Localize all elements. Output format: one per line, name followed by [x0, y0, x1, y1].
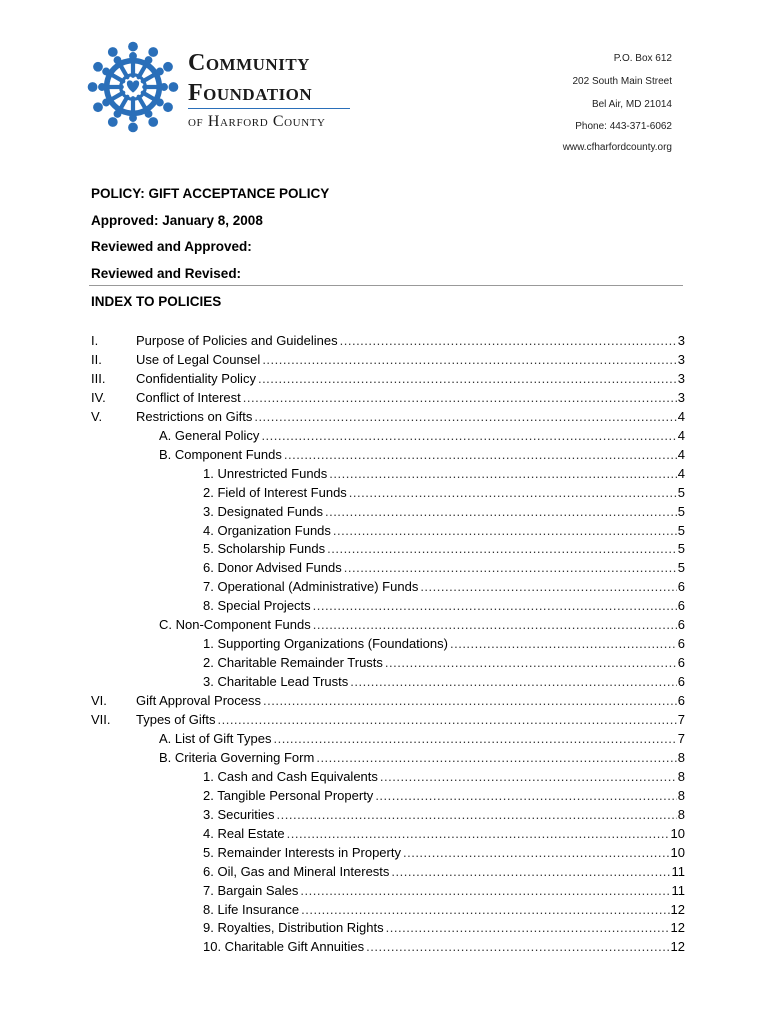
toc-label: 3. Securities [203, 806, 275, 822]
toc-entry-line [203, 577, 685, 596]
toc-leader-dots [261, 426, 676, 445]
toc-entry-line [203, 881, 685, 900]
toc-label: 9. Royalties, Distribution Rights [203, 920, 384, 936]
toc-page-number: 6 [677, 636, 685, 652]
toc-entry[interactable] [0, 521, 770, 540]
toc-entry-line [136, 691, 685, 710]
reviewed-approved: Reviewed and Approved: [91, 239, 252, 254]
toc-entry[interactable] [0, 577, 770, 596]
toc-leader-dots [380, 767, 677, 786]
toc-leader-dots [349, 483, 677, 502]
toc-numeral: III. [91, 370, 106, 386]
toc-entry-line [203, 805, 685, 824]
toc-leader-dots [263, 691, 677, 710]
toc-numeral: IV. [91, 389, 106, 405]
toc-entry[interactable] [0, 805, 770, 824]
toc-entry-line [159, 445, 685, 464]
toc-label: 3. Designated Funds [203, 503, 323, 519]
toc-label: 7. Operational (Administrative) Funds [203, 579, 419, 595]
toc-entry[interactable] [0, 767, 770, 786]
toc-entry-line [203, 483, 685, 502]
org-name-line1: Community [188, 50, 310, 76]
org-divider [188, 108, 350, 109]
toc-numeral: V. [91, 408, 103, 424]
toc-entry-line [159, 615, 685, 634]
toc-page-number: 5 [677, 541, 685, 557]
toc-leader-dots [403, 843, 670, 862]
toc-entry[interactable] [0, 900, 770, 919]
toc-page-number: 8 [677, 787, 685, 803]
toc-leader-dots [262, 350, 676, 369]
toc-entry-line [159, 426, 685, 445]
toc-page-number: 8 [677, 749, 685, 765]
address-pobox: P.O. Box 612 [613, 53, 672, 64]
toc-label: 5. Scholarship Funds [203, 541, 326, 557]
toc-entry[interactable] [0, 331, 770, 350]
toc-label: 7. Bargain Sales [203, 882, 299, 898]
toc-entry-line [159, 729, 685, 748]
toc-page-number: 6 [677, 617, 685, 633]
toc-entry[interactable] [0, 502, 770, 521]
org-name-line3: of Harford County [188, 113, 326, 130]
toc-page-number: 3 [677, 389, 685, 405]
toc-page-number: 5 [677, 503, 685, 519]
toc-leader-dots [340, 331, 677, 350]
toc-page-number: 6 [677, 579, 685, 595]
toc-entry[interactable] [0, 539, 770, 558]
toc-leader-dots [385, 653, 677, 672]
toc-page-number: 6 [677, 674, 685, 690]
toc-label: 8. Life Insurance [203, 901, 300, 917]
toc-entry[interactable] [0, 672, 770, 691]
toc-entry[interactable] [0, 615, 770, 634]
toc-label: B. Component Funds [159, 446, 282, 462]
toc-entry-line [203, 767, 685, 786]
toc-entry[interactable] [0, 483, 770, 502]
toc-page-number: 10 [670, 844, 685, 860]
toc-numeral: VI. [91, 693, 107, 709]
toc-label: Use of Legal Counsel [136, 351, 261, 367]
toc-label: A. General Policy [159, 427, 260, 443]
address-phone: Phone: 443-371-6062 [575, 121, 672, 132]
toc-entry[interactable] [0, 653, 770, 672]
toc-numeral: II. [91, 351, 102, 367]
toc-page-number: 5 [677, 484, 685, 500]
toc-leader-dots [287, 824, 670, 843]
toc-page-number: 4 [677, 465, 685, 481]
approved-date: Approved: January 8, 2008 [91, 213, 263, 228]
reviewed-revised: Reviewed and Revised: [91, 266, 242, 281]
toc-entry-line [136, 710, 685, 729]
toc-page-number: 3 [677, 370, 685, 386]
toc-label: 2. Field of Interest Funds [203, 484, 347, 500]
toc-leader-dots [313, 596, 677, 615]
toc-entry-line [203, 862, 685, 881]
toc-entry[interactable] [0, 369, 770, 388]
toc-entry-line [203, 539, 685, 558]
toc-page-number: 8 [677, 806, 685, 822]
toc-label: 1. Unrestricted Funds [203, 465, 328, 481]
toc-entry-line [203, 843, 685, 862]
toc-entry-line [203, 937, 685, 956]
toc-label: C. Non-Component Funds [159, 617, 311, 633]
toc-entry-line [136, 369, 685, 388]
toc-leader-dots [327, 539, 677, 558]
toc-page-number: 5 [677, 560, 685, 576]
toc-label: Restrictions on Gifts [136, 408, 253, 424]
toc-entry[interactable] [0, 691, 770, 710]
toc-label: 6. Oil, Gas and Mineral Interests [203, 863, 390, 879]
toc-entry[interactable] [0, 407, 770, 426]
toc-entry-line [203, 634, 685, 653]
toc-entry-line [159, 748, 685, 767]
address-street: 202 South Main Street [572, 76, 672, 87]
toc-entry[interactable] [0, 881, 770, 900]
toc-entry[interactable] [0, 350, 770, 369]
toc-leader-dots [344, 558, 677, 577]
index-heading: INDEX TO POLICIES [91, 294, 222, 309]
toc-leader-dots [366, 937, 669, 956]
toc-numeral: VII. [91, 712, 111, 727]
toc-entry[interactable] [0, 634, 770, 653]
toc-label: B. Criteria Governing Form [159, 749, 315, 765]
toc-leader-dots [217, 710, 676, 729]
toc-label: A. List of Gift Types [159, 730, 272, 746]
toc-entry-line [203, 558, 685, 577]
toc-leader-dots [325, 502, 677, 521]
toc-leader-dots [350, 672, 677, 691]
toc-entry[interactable] [0, 710, 770, 729]
toc-page-number: 4 [677, 427, 685, 443]
org-name-line2: Foundation [188, 80, 313, 106]
toc-page-number: 4 [677, 446, 685, 462]
toc-leader-dots [329, 464, 676, 483]
toc-leader-dots [273, 729, 676, 748]
toc-entry-line [136, 407, 685, 426]
toc-label: 4. Real Estate [203, 825, 285, 841]
toc-entry[interactable] [0, 388, 770, 407]
toc-page-number: 4 [677, 408, 685, 424]
address-website[interactable]: www.cfharfordcounty.org [562, 142, 672, 153]
policy-title: POLICY: GIFT ACCEPTANCE POLICY [91, 186, 330, 201]
toc-page-number: 6 [677, 693, 685, 709]
toc-leader-dots [313, 615, 677, 634]
toc-entry-line [203, 918, 685, 937]
toc-entry[interactable] [0, 596, 770, 615]
toc-page-number: 12 [670, 901, 685, 917]
toc-entry[interactable] [0, 445, 770, 464]
toc-entry-line [203, 596, 685, 615]
toc-entry[interactable] [0, 558, 770, 577]
toc-entry[interactable] [0, 918, 770, 937]
toc-page-number: 5 [677, 522, 685, 538]
toc-entry[interactable] [0, 426, 770, 445]
toc-entry[interactable] [0, 729, 770, 748]
toc-leader-dots [243, 388, 677, 407]
toc-numeral: I. [91, 333, 99, 348]
toc-label: Confidentiality Policy [136, 370, 256, 386]
toc-leader-dots [300, 881, 670, 900]
toc-leader-dots [333, 521, 677, 540]
toc-leader-dots [375, 786, 676, 805]
toc-entry[interactable] [0, 748, 770, 767]
toc-entry-line [136, 350, 685, 369]
toc-label: 3. Charitable Lead Trusts [203, 674, 349, 690]
toc-page-number: 11 [671, 882, 685, 898]
toc-entry[interactable] [0, 824, 770, 843]
toc-entry-line [203, 653, 685, 672]
toc-entry-line [136, 331, 685, 350]
toc-entry-line [136, 388, 685, 407]
toc-entry-line [203, 824, 685, 843]
toc-page-number: 12 [670, 939, 685, 955]
toc-entry[interactable] [0, 786, 770, 805]
toc-leader-dots [386, 918, 670, 937]
toc-leader-dots [284, 445, 677, 464]
toc-label: 1. Supporting Organizations (Foundations) [203, 636, 448, 652]
toc-label: 6. Donor Advised Funds [203, 560, 342, 576]
toc-entry-line [203, 502, 685, 521]
toc-page-number: 6 [677, 598, 685, 614]
toc-leader-dots [277, 805, 677, 824]
toc-entry[interactable] [0, 937, 770, 956]
toc-entry[interactable] [0, 862, 770, 881]
toc-entry-line [203, 521, 685, 540]
toc-page-number: 11 [671, 863, 685, 879]
toc-label: 5. Remainder Interests in Property [203, 844, 401, 860]
toc-label: 4. Organization Funds [203, 522, 331, 538]
toc-page-number: 6 [677, 655, 685, 671]
toc-entry-line [203, 672, 685, 691]
toc-page-number: 7 [677, 730, 685, 746]
toc-label: 1. Cash and Cash Equivalents [203, 768, 378, 784]
toc-label: 2. Charitable Remainder Trusts [203, 655, 383, 671]
toc-page-number: 3 [677, 333, 685, 348]
toc-page-number: 7 [677, 712, 685, 727]
toc-label: Purpose of Policies and Guidelines [136, 333, 338, 348]
toc-entry[interactable] [0, 843, 770, 862]
toc-leader-dots [301, 900, 669, 919]
toc-leader-dots [420, 577, 676, 596]
toc-label: 8. Special Projects [203, 598, 311, 614]
toc-label: 10. Charitable Gift Annuities [203, 939, 365, 955]
toc-leader-dots [258, 369, 677, 388]
toc-leader-dots [254, 407, 676, 426]
toc-page-number: 12 [670, 920, 685, 936]
toc-leader-dots [316, 748, 676, 767]
toc-page-number: 3 [677, 351, 685, 367]
toc-label: 2. Tangible Personal Property [203, 787, 374, 803]
address-city: Bel Air, MD 21014 [591, 99, 672, 110]
toc-page-number: 10 [670, 825, 685, 841]
community-wheel-logo-icon [86, 40, 180, 134]
toc-label: Conflict of Interest [136, 389, 241, 405]
toc-leader-dots [450, 634, 677, 653]
toc-entry[interactable] [0, 464, 770, 483]
toc-entry-line [203, 786, 685, 805]
toc-leader-dots [391, 862, 670, 881]
toc-entry-line [203, 900, 685, 919]
toc-label: Types of Gifts [136, 712, 216, 727]
toc-entry-line [203, 464, 685, 483]
toc-page-number: 8 [677, 768, 685, 784]
heading-divider [89, 285, 683, 286]
toc-label: Gift Approval Process [136, 693, 261, 709]
